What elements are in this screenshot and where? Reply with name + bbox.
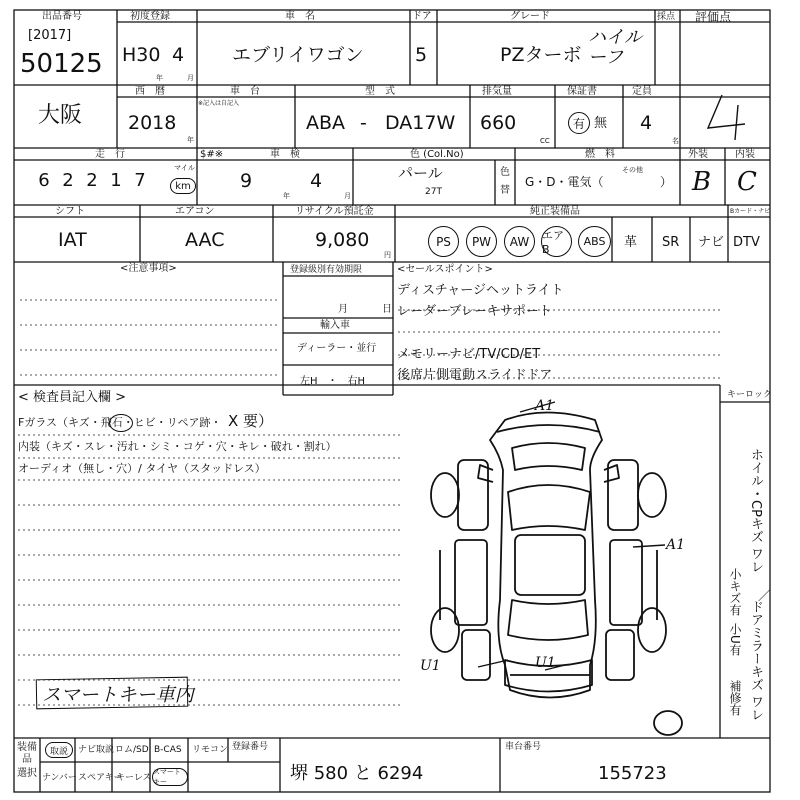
color-label: 色 (Col.No) <box>410 149 464 160</box>
keyless: キーレス <box>116 773 152 783</box>
smart-key-note: スマートキー車内 <box>42 684 194 706</box>
sales-points-label: <セールスポイント> <box>397 264 493 275</box>
interior-grade: C <box>737 167 757 197</box>
year-label: 西 暦 <box>135 86 165 97</box>
fuel-options: G・D・電気（ <box>525 175 604 189</box>
legend-small-scratch: 小キズ有 <box>728 568 742 616</box>
equip-pw: PW <box>466 226 497 257</box>
color-name: パール <box>398 164 443 182</box>
exterior-label: 外装 <box>688 149 708 160</box>
mileage-digit: 1 <box>110 170 122 191</box>
warranty-yes-circled: 有 <box>568 112 590 134</box>
warranty-no: 無 <box>594 116 608 131</box>
equip-navi: ナビ <box>698 235 725 250</box>
evaluation-label: 評価点 <box>695 10 732 24</box>
remote: リモコン <box>192 745 229 755</box>
color-code: 27T <box>425 187 442 197</box>
interior-condition-line: 内装（キズ・スレ・汚れ・シミ・コゲ・穴・キレ・破れ・割れ） <box>18 440 337 453</box>
stone-chip-circle <box>109 414 133 432</box>
grade-label: グレード <box>510 11 550 22</box>
equip-leather: 革 <box>624 235 638 250</box>
lot-year: [2017] <box>28 28 72 43</box>
car-name: エブリイワゴン <box>232 44 364 66</box>
exterior-grade: B <box>692 167 712 197</box>
chassis-number: 155723 <box>598 763 667 784</box>
warranty-label: 保証書 <box>567 86 597 97</box>
cc-unit: CC <box>540 137 550 145</box>
equipment-label: 純正装備品 <box>530 206 580 217</box>
displacement: 660 <box>480 112 517 134</box>
year-unit-2: 年 <box>187 136 194 144</box>
equip-abs: ABS <box>578 226 611 257</box>
equip-airbag: エアB <box>541 226 572 257</box>
first-registration-label: 初度登録 <box>130 11 170 22</box>
model-dash: - <box>360 112 367 134</box>
legend-small-dent: 小U有 <box>728 623 742 656</box>
fuel-close: ） <box>660 175 673 189</box>
equip-dtv: DTV <box>733 235 760 250</box>
km-unit-circled: km <box>170 178 196 194</box>
tuner-label: Bカード・ナビ <box>730 208 771 215</box>
options-label: 選択 <box>17 768 37 779</box>
meter-label: $#※ <box>200 149 224 160</box>
door-count: 5 <box>415 44 428 66</box>
keylock-label: キーロック <box>727 390 772 400</box>
model-code: DA17W <box>385 112 456 134</box>
shift-type: IAT <box>58 229 87 251</box>
caution-label: <注意事項> <box>120 263 177 274</box>
mileage-digit: 2 <box>86 170 98 191</box>
rom-sd: ロム/SD <box>115 745 149 755</box>
mileage-digit: 7 <box>134 170 146 191</box>
damage-mark-right: A1 <box>666 537 686 553</box>
seating-capacity: 4 <box>640 112 653 134</box>
lot-number: 50125 <box>20 49 103 79</box>
b-cas: B-CAS <box>154 745 182 755</box>
recycle-label: リサイクル預託金 <box>295 206 374 217</box>
expiry-month-unit: 月 <box>338 304 348 315</box>
yen-unit: 円 <box>384 251 391 259</box>
windshield-mark: X 要） <box>228 412 274 430</box>
inspection-title: < 検査員記入欄 > <box>18 390 127 405</box>
legend-slash: ／ <box>758 589 772 604</box>
manual-circled: 取説 <box>45 742 73 758</box>
manufacture-year: 2018 <box>128 112 177 134</box>
windshield-line: Fガラス（キズ・飛石・ヒビ・リペア跡・ <box>18 416 222 429</box>
color-change-label-bottom: 替 <box>500 185 510 196</box>
month-unit: 月 <box>187 74 194 82</box>
sales-point: ディスチャージヘットライト <box>397 283 564 298</box>
number-plate: ナンバー <box>42 773 77 783</box>
registration-era: H30 <box>122 44 161 66</box>
inspection-month-unit: 月 <box>344 192 351 200</box>
legend-wheel: ホイル・CPキズ ワレ <box>748 448 763 574</box>
door-label: ドア <box>412 11 432 22</box>
equip-aw: AW <box>504 226 535 257</box>
legend-mirror: ドアミラーキズ ワレ <box>748 600 763 722</box>
chassis-number-label: 車台番号 <box>505 742 542 752</box>
registration-month: 4 <box>172 44 185 66</box>
mileage-label: 走 行 <box>95 149 125 160</box>
car-name-label: 車 名 <box>285 11 315 22</box>
inspection-label: 車 検 <box>270 149 300 160</box>
recycle-fee: 9,080 <box>315 229 370 251</box>
chassis-note: ※記入は自記入 <box>198 100 240 107</box>
chassis-label: 車 台 <box>230 86 260 97</box>
capacity-unit: 名 <box>672 137 679 145</box>
interior-label: 内装 <box>735 149 755 160</box>
capacity-label: 定員 <box>632 86 652 97</box>
aircon-type: AAC <box>185 229 225 251</box>
damage-mark-front: A1 <box>535 398 555 414</box>
smart-key-circled: スマートキー <box>152 768 188 786</box>
inspection-month: 4 <box>310 170 323 192</box>
model-code-label: 型 式 <box>365 86 395 97</box>
year-unit: 年 <box>156 74 163 82</box>
mileage-digit: 2 <box>62 170 74 191</box>
lot-label: 出品番号 <box>42 11 82 22</box>
inspection-year-unit: 年 <box>283 192 290 200</box>
plate-label: 登録番号 <box>232 742 269 752</box>
equip-ps: PS <box>428 226 459 257</box>
scoring-label: 採点 <box>657 12 676 22</box>
steering-side: 左H ・ 右H <box>300 376 366 387</box>
grade-handwritten-note: ハイルーフ <box>588 27 642 68</box>
import-label: 輸入車 <box>320 320 350 331</box>
model-prefix: ABA <box>306 112 346 134</box>
items-label: 装備品 <box>17 742 37 765</box>
damage-mark-rear: U1 <box>535 655 556 671</box>
expiry-day-unit: 日 <box>382 304 392 315</box>
sales-point: 後席片側電動スライドドア <box>397 368 553 383</box>
legend-repaired: 補修有 <box>728 680 742 716</box>
navi-manual: ナビ取説 <box>78 745 115 755</box>
sales-point: レーダーブレーキサポート <box>397 304 552 319</box>
mileage-digits <box>35 170 149 191</box>
dealer-parallel: ディーラー・並行 <box>297 343 377 354</box>
registration-expiry-label: 登録級別有効期限 <box>290 265 363 275</box>
aircon-label: エアコン <box>175 206 215 217</box>
color-change-label-top: 色 <box>500 167 510 178</box>
auction-region: 大阪 <box>38 103 83 128</box>
shift-label: シフト <box>55 206 85 217</box>
inspection-year: 9 <box>240 170 253 192</box>
grade: PZターボ <box>500 44 582 66</box>
plate-number: 堺 580 と 6294 <box>290 763 424 784</box>
damage-mark-rear-left: U1 <box>420 658 441 674</box>
mileage-digit: 6 <box>38 170 50 191</box>
sales-point: メモリーナビ/TV/CD/ET <box>397 347 541 362</box>
displacement-label: 排気量 <box>482 86 512 97</box>
audio-tire-line: オーディオ（無し・穴）/ タイヤ（スタッドレス） <box>18 462 266 475</box>
spare-key: スペアキー <box>78 773 123 783</box>
mile-unit: マイル <box>174 164 195 172</box>
fuel-other-label: その他 <box>622 166 643 174</box>
fuel-label: 燃 料 <box>585 149 615 160</box>
equip-sunroof: SR <box>662 235 680 250</box>
